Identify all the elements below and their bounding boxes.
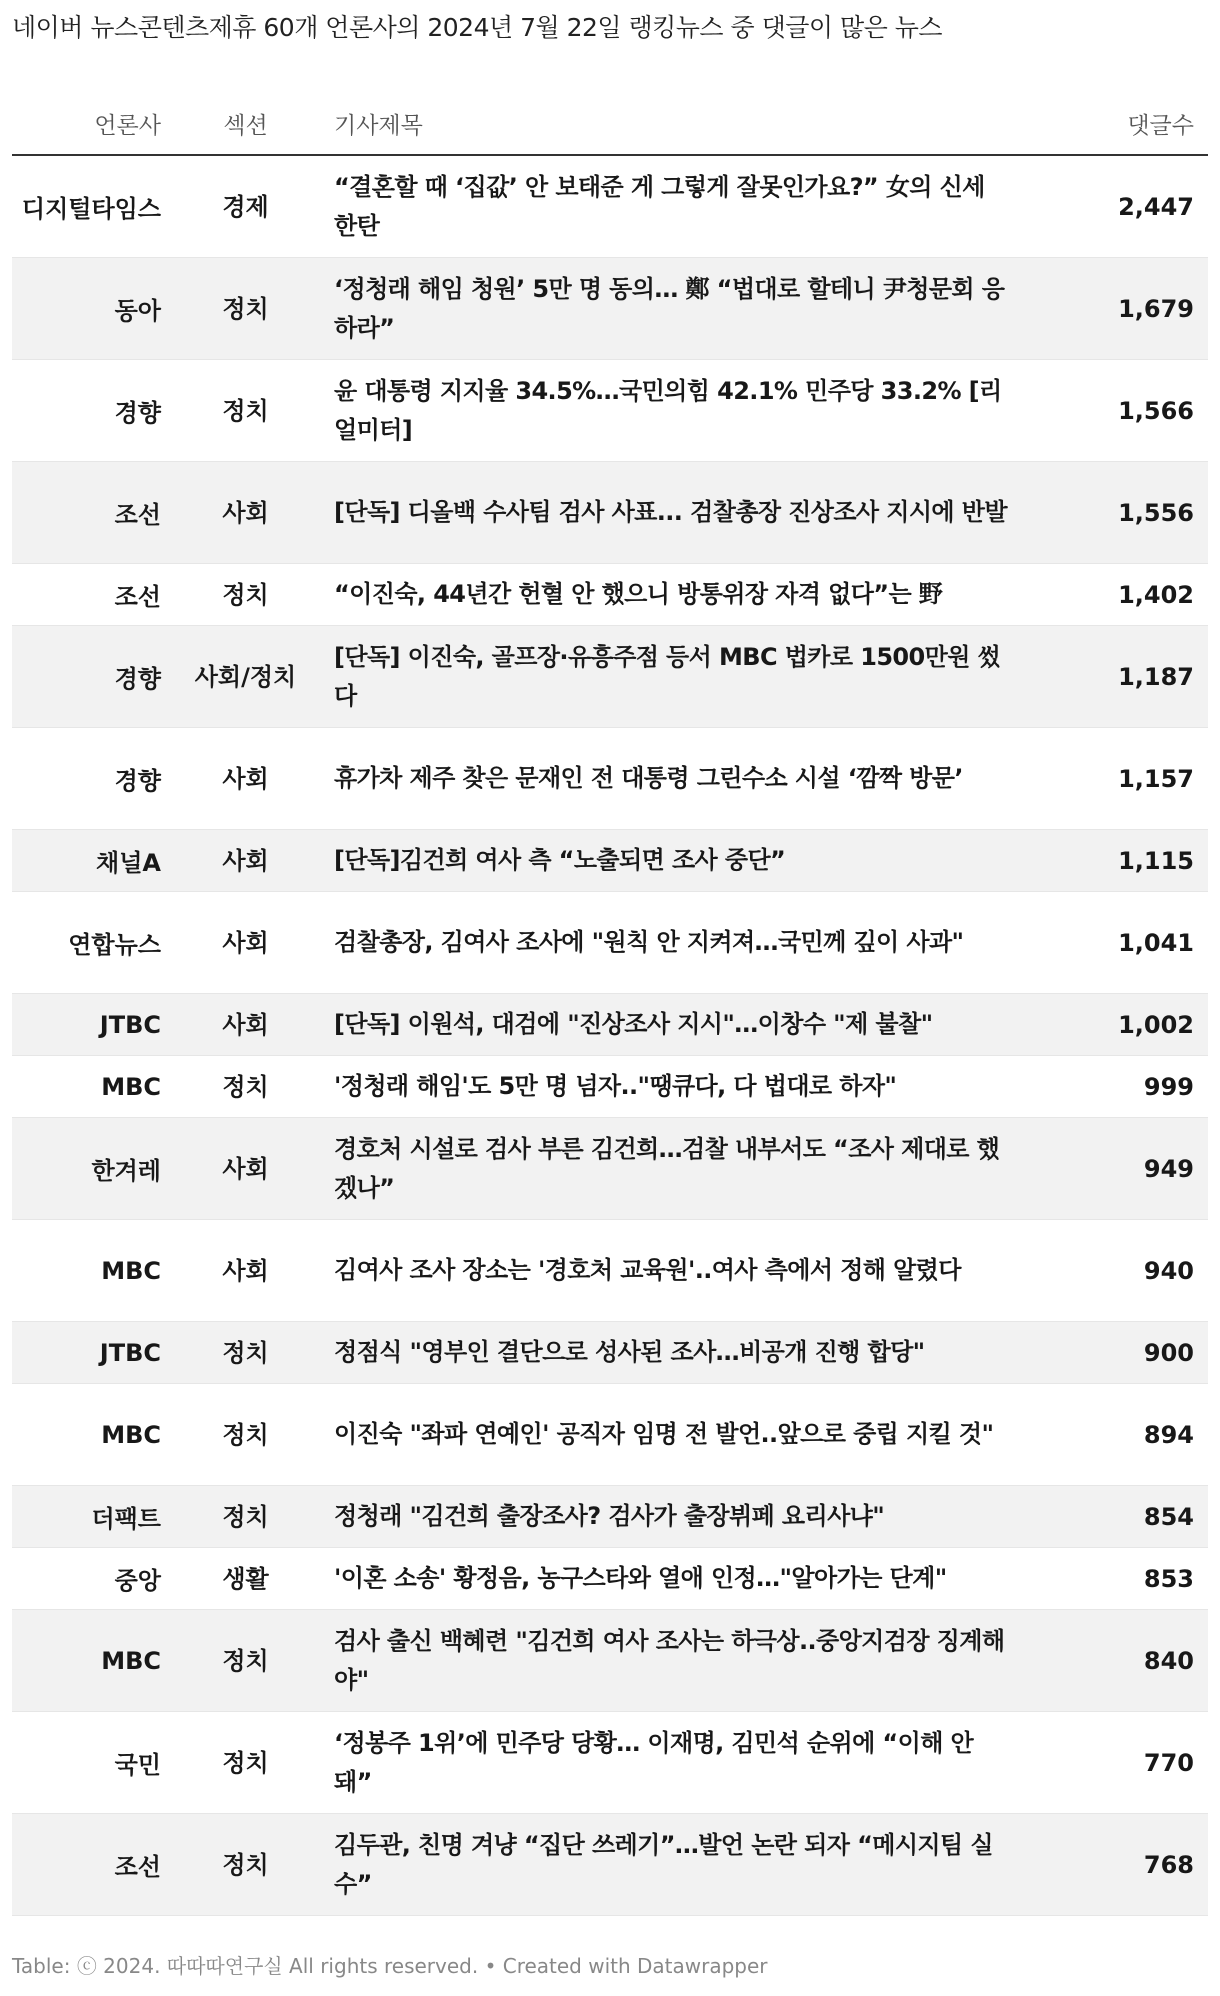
header-section[interactable]: 섹션 [173, 92, 318, 155]
table-row [12, 564, 1208, 626]
headline-cell: ‘정청래 해임 청원’ 5만 명 동의… 鄭 “법대로 할테니 尹청문회 응하라” [318, 258, 1018, 360]
section-cell: 사회/정치 [173, 626, 318, 728]
publisher-cell: JTBC [12, 994, 173, 1056]
table-row [12, 1118, 1208, 1220]
comment-count-cell: 900 [1018, 1322, 1208, 1384]
section-cell: 사회 [173, 1220, 318, 1322]
headline-cell: 정점식 "영부인 결단으로 성사된 조사…비공개 진행 합당" [318, 1322, 1018, 1384]
headline-cell: 정청래 "김건희 출장조사? 검사가 출장뷔페 요리사냐" [318, 1486, 1018, 1548]
headline-cell: [단독]김건희 여사 측 “노출되면 조사 중단” [318, 830, 1018, 892]
publisher-cell: 경향 [12, 626, 173, 728]
section-cell: 사회 [173, 892, 318, 994]
comment-count-cell: 1,002 [1018, 994, 1208, 1056]
headline-cell: 이진숙 "좌파 연예인' 공직자 임명 전 발언..앞으로 중립 지킬 것" [318, 1384, 1018, 1486]
publisher-cell: 디지털타임스 [12, 155, 173, 258]
comment-count-cell: 1,187 [1018, 626, 1208, 728]
publisher-cell: MBC [12, 1056, 173, 1118]
comment-count-cell: 840 [1018, 1610, 1208, 1712]
comment-count-cell: 894 [1018, 1384, 1208, 1486]
section-cell: 정치 [173, 1056, 318, 1118]
publisher-cell: 동아 [12, 258, 173, 360]
section-cell: 정치 [173, 1712, 318, 1814]
comment-count-cell: 1,115 [1018, 830, 1208, 892]
section-cell: 정치 [173, 564, 318, 626]
section-cell: 정치 [173, 1486, 318, 1548]
header-row [12, 92, 1208, 155]
table-row [12, 1486, 1208, 1548]
headline-cell: '정청래 해임'도 5만 명 넘자.."땡큐다, 다 법대로 하자" [318, 1056, 1018, 1118]
comment-count-cell: 853 [1018, 1548, 1208, 1610]
comment-count-cell: 2,447 [1018, 155, 1208, 258]
comment-count-cell: 1,157 [1018, 728, 1208, 830]
section-cell: 사회 [173, 994, 318, 1056]
publisher-cell: MBC [12, 1220, 173, 1322]
section-cell: 경제 [173, 155, 318, 258]
table-row [12, 728, 1208, 830]
section-cell: 사회 [173, 728, 318, 830]
section-cell: 사회 [173, 830, 318, 892]
headline-cell: 검사 출신 백혜련 "김건희 여사 조사는 하극상..중앙지검장 징계해야" [318, 1610, 1018, 1712]
publisher-cell: 조선 [12, 1814, 173, 1916]
headline-cell: “결혼할 때 ‘집값’ 안 보태준 게 그렇게 잘못인가요?” 女의 신세 한탄 [318, 155, 1018, 258]
table-row [12, 155, 1208, 258]
comment-count-cell: 949 [1018, 1118, 1208, 1220]
table-row [12, 830, 1208, 892]
table-row [12, 1220, 1208, 1322]
table-row [12, 626, 1208, 728]
headline-cell: '이혼 소송' 황정음, 농구스타와 열애 인정…"알아가는 단계" [318, 1548, 1018, 1610]
table-row [12, 462, 1208, 564]
headline-cell: 윤 대통령 지지율 34.5%…국민의힘 42.1% 민주당 33.2% [리얼미터] [318, 360, 1018, 462]
comment-count-cell: 1,556 [1018, 462, 1208, 564]
headline-cell: 검찰총장, 김여사 조사에 "원칙 안 지켜져…국민께 깊이 사과" [318, 892, 1018, 994]
headline-cell: 경호처 시설로 검사 부른 김건희…검찰 내부서도 “조사 제대로 했겠나” [318, 1118, 1018, 1220]
publisher-cell: 경향 [12, 728, 173, 830]
section-cell: 정치 [173, 1610, 318, 1712]
headline-cell: 김두관, 친명 겨냥 “집단 쓰레기”…발언 논란 되자 “메시지팀 실수” [318, 1814, 1018, 1916]
headline-cell: 휴가차 제주 찾은 문재인 전 대통령 그린수소 시설 ‘깜짝 방문’ [318, 728, 1018, 830]
publisher-cell: MBC [12, 1384, 173, 1486]
table-row [12, 258, 1208, 360]
comment-count-cell: 1,566 [1018, 360, 1208, 462]
section-cell: 정치 [173, 1322, 318, 1384]
publisher-cell: 채널A [12, 830, 173, 892]
headline-cell: [단독] 이진숙, 골프장·유흥주점 등서 MBC 법카로 1500만원 썼다 [318, 626, 1018, 728]
comment-count-cell: 940 [1018, 1220, 1208, 1322]
publisher-cell: 조선 [12, 462, 173, 564]
headline-cell: 김여사 조사 장소는 '경호처 교육원'..여사 측에서 정해 알렸다 [318, 1220, 1018, 1322]
comment-count-cell: 1,041 [1018, 892, 1208, 994]
table-row [12, 1548, 1208, 1610]
table-row [12, 360, 1208, 462]
table-row [12, 1322, 1208, 1384]
comment-count-cell: 1,402 [1018, 564, 1208, 626]
table-row [12, 1056, 1208, 1118]
table-row [12, 892, 1208, 994]
table-row [12, 994, 1208, 1056]
section-cell: 정치 [173, 1384, 318, 1486]
section-cell: 사회 [173, 1118, 318, 1220]
publisher-cell: JTBC [12, 1322, 173, 1384]
publisher-cell: 경향 [12, 360, 173, 462]
table-row [12, 1814, 1208, 1916]
headline-cell: ‘정봉주 1위’에 민주당 당황… 이재명, 김민석 순위에 “이해 안 돼” [318, 1712, 1018, 1814]
comment-count-cell: 770 [1018, 1712, 1208, 1814]
section-cell: 사회 [173, 462, 318, 564]
section-cell: 생활 [173, 1548, 318, 1610]
headline-cell: “이진숙, 44년간 헌혈 안 했으니 방통위장 자격 없다”는 野 [318, 564, 1018, 626]
header-comments[interactable]: 댓글수 [1018, 92, 1208, 155]
publisher-cell: 중앙 [12, 1548, 173, 1610]
publisher-cell: 더팩트 [12, 1486, 173, 1548]
section-cell: 정치 [173, 360, 318, 462]
publisher-cell: MBC [12, 1610, 173, 1712]
comment-count-cell: 999 [1018, 1056, 1208, 1118]
headline-cell: [단독] 이원석, 대검에 "진상조사 지시"…이창수 "제 불찰" [318, 994, 1018, 1056]
comment-count-cell: 1,679 [1018, 258, 1208, 360]
comments-table [12, 92, 1208, 1916]
section-cell: 정치 [173, 1814, 318, 1916]
header-headline[interactable]: 기사제목 [318, 92, 1018, 155]
section-cell: 정치 [173, 258, 318, 360]
table-row [12, 1610, 1208, 1712]
publisher-cell: 국민 [12, 1712, 173, 1814]
table-row [12, 1712, 1208, 1814]
headline-cell: [단독] 디올백 수사팀 검사 사표... 검찰총장 진상조사 지시에 반발 [318, 462, 1018, 564]
publisher-cell: 연합뉴스 [12, 892, 173, 994]
comment-count-cell: 768 [1018, 1814, 1208, 1916]
table-row [12, 1384, 1208, 1486]
publisher-cell: 한겨레 [12, 1118, 173, 1220]
header-publisher[interactable]: 언론사 [12, 92, 173, 155]
comment-count-cell: 854 [1018, 1486, 1208, 1548]
table-footer: Table: ⓒ 2024. 따따따연구실 All rights reserved. • Created with Datawrapper [12, 1954, 768, 1978]
publisher-cell: 조선 [12, 564, 173, 626]
table-title: 네이버 뉴스콘텐츠제휴 60개 언론사의 2024년 7월 22일 랭킹뉴스 중 댓글이 많은 뉴스 [12, 13, 943, 42]
